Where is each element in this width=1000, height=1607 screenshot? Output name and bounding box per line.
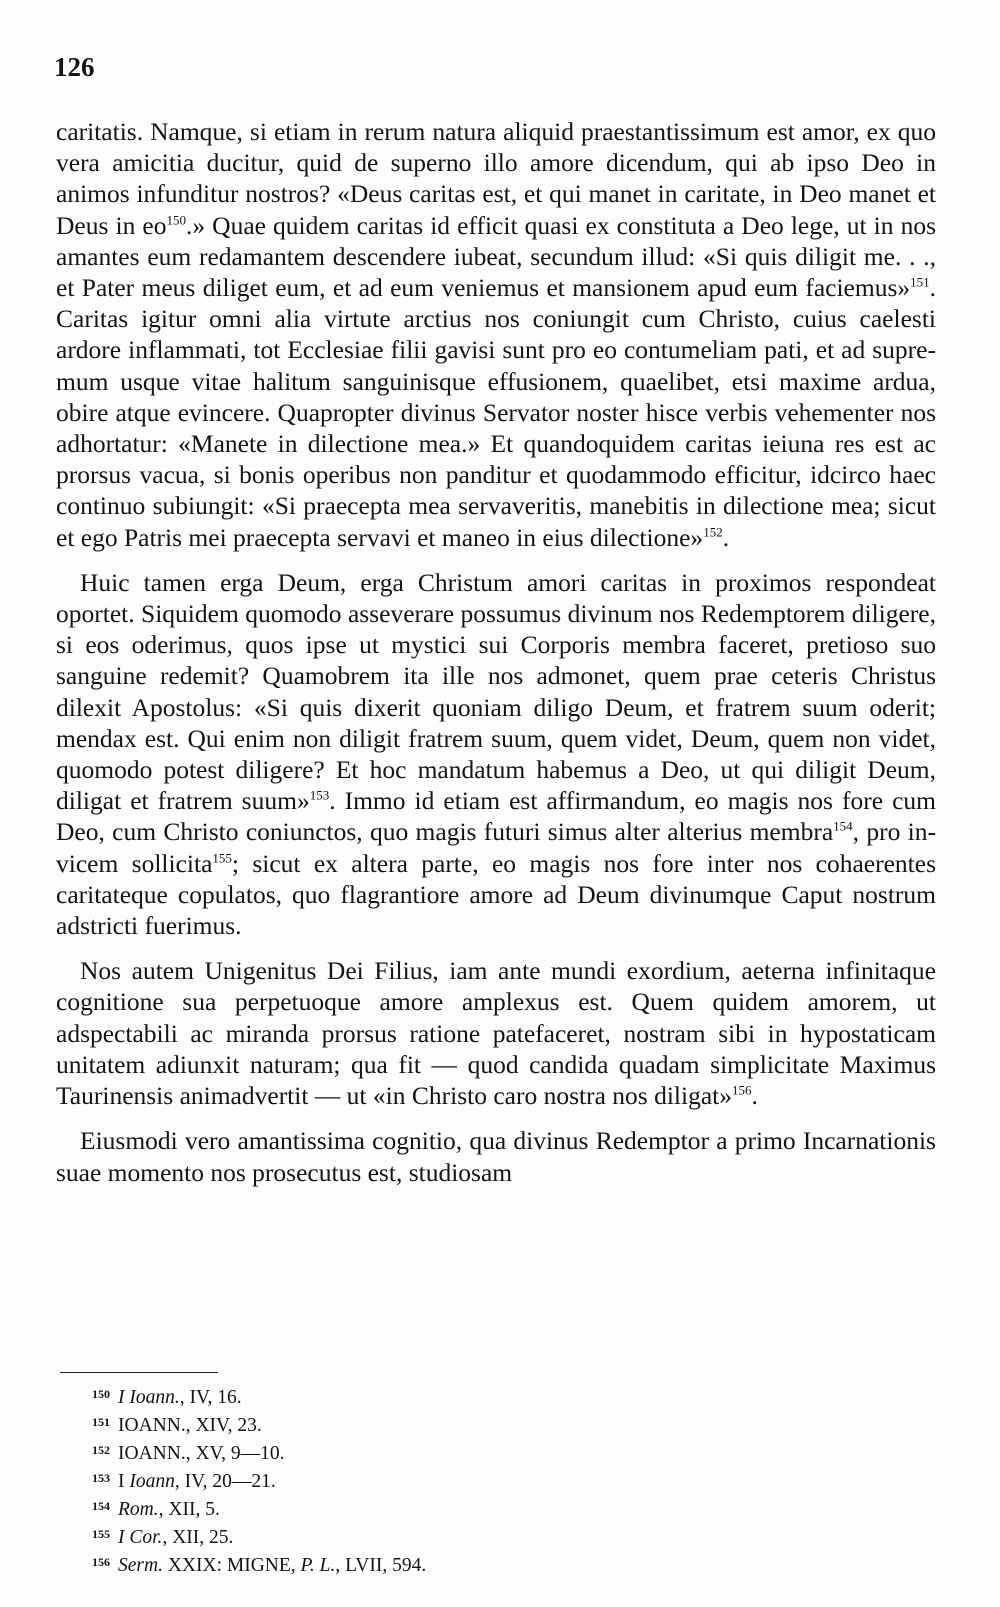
footnote-citation-italic: I Cor. <box>118 1527 163 1548</box>
footnote-154 <box>92 1494 692 1522</box>
footnote-number: 151 <box>92 1415 110 1429</box>
footnote-citation: IOANN., XIV, 23. <box>118 1415 262 1436</box>
text-run: ; sicut ex altera parte, eo magis nos fore inter nos cohaerentes caritateque copulatos, quo flagrantiore amore ad Deum divinumque Caput nostrum adstricti fuerimus. <box>56 848 937 941</box>
text-run: . Caritas igitur omni alia virtute arctius nos coniungit cum Christo, cuius caelesti ardore inflammati, tot Ecclesiae filii gavisi sunt pro eo contumeliam pati, et ad supremum usque vitae halitum sanguinisque effusionem, quaelibet, etsi maxime ardua, obire atque evincere. Quapropter divinus Servator noster hisce verbis vehementer nos adhortatur: «Manete in dilectione mea.» Et quandoquidem caritas ieiuna res est ac prorsus vacua, si bonis operibus non panditur et quodammodo efficitur, idcirco haec continuo subiungit: «Si praecepta mea servaveritis, manebitis in dilectione mea; sicut et ego Patris mei praecepta servavi et maneo in eius dilectione» <box>56 273 936 552</box>
footnote-citation: I <box>118 1471 130 1492</box>
text-run: . <box>722 522 730 552</box>
footnote-151 <box>92 1410 692 1438</box>
paragraph-2 <box>56 567 936 941</box>
footnote-citation: , IV, 20—21. <box>174 1471 276 1492</box>
footnote-citation: XXIX: MIGNE, <box>162 1555 301 1576</box>
footnote-citation: , LVII, 594. <box>335 1555 427 1576</box>
footnote-number: 153 <box>92 1471 110 1485</box>
footnote-citation: , XII, 25. <box>162 1527 234 1548</box>
footnote-divider <box>60 1372 218 1373</box>
footnote-150 <box>92 1382 692 1410</box>
footnote-ref: 153 <box>309 787 330 803</box>
body-text <box>56 116 936 1202</box>
paragraph-4 <box>56 1125 936 1187</box>
footnote-ref: 155 <box>212 850 232 866</box>
footnote-number: 152 <box>92 1443 110 1457</box>
footnote-ref: 151 <box>910 274 930 290</box>
paragraph-3 <box>56 955 936 1111</box>
text-run: caritatis. Namque, si etiam in rerum natura aliquid praestantissimum est amor, ex quo vera amicitia ducitur, quid de superno illo amore dicendum, qui ab ipso Deo in animos infunditur nostros? «Deus caritas est, et qui manet in caritate, in Deo manet et Deus in eo <box>56 117 936 240</box>
footnote-number: 154 <box>92 1499 110 1513</box>
footnote-ref: 156 <box>731 1082 752 1098</box>
text-run: , pro invicem sollicita <box>56 817 936 878</box>
footnote-citation-italic: P. L. <box>300 1555 336 1576</box>
footnotes <box>92 1382 692 1578</box>
text-run: . <box>751 1081 758 1111</box>
footnote-number: 150 <box>92 1387 110 1401</box>
footnote-citation-italic: I Ioann. <box>118 1387 180 1408</box>
footnote-ref: 154 <box>833 818 853 834</box>
footnote-ref: 152 <box>703 524 723 540</box>
footnote-152 <box>92 1438 692 1466</box>
footnote-156 <box>92 1550 692 1578</box>
text-run: . Immo id etiam est affirmandum, eo magis nos fore cum Deo, cum Christo coniunctos, quo magis futuri simus alter alterius membra <box>56 786 936 847</box>
footnote-citation: , IV, 16. <box>179 1387 242 1408</box>
footnote-citation-italic: Serm. <box>118 1555 163 1576</box>
footnote-citation: IOANN., XV, 9—10. <box>118 1443 285 1464</box>
paragraph-1 <box>56 116 936 553</box>
footnote-number: 155 <box>92 1527 110 1541</box>
footnote-citation-italic: Ioann <box>129 1471 175 1492</box>
page-number: 126 <box>54 52 95 82</box>
footnote-155 <box>92 1522 692 1550</box>
footnote-number: 156 <box>92 1555 110 1569</box>
footnote-citation-italic: Rom. <box>118 1499 159 1520</box>
text-run: Huic tamen erga Deum, erga Christum amori caritas in proximos respondeat oportet. Siquidem quomodo asseverare possumus divinum nos Redemptorem diligere, si eos oderimus, quos ipse ut mystici sui Corporis membra faceret, pretioso suo sanguine redemit? Quamobrem ita ille nos admonet, quem prae ceteris Christus dilexit Apostolus: «Si quis dixerit quoniam diligo Deum, et fratrem suum oderit; mendax est. Qui enim non diligit fratrem suum, quem videt, Deum, quem non videt, quomodo potest diligere? Et hoc mandatum habemus a Deo, ut qui diligit Deum, diligat et fratrem suum» <box>56 567 936 816</box>
footnote-ref: 150 <box>166 212 186 228</box>
text-run: Eiusmodi vero amantissima cognitio, qua divinus Redemptor a primo Incarnationis suae momento nos prosecutus est, studiosam <box>56 1126 936 1187</box>
text-run: Nos autem Unigenitus Dei Filius, iam ante mundi exordium, aeterna infinitaque cognitione sua perpetuoque amore amplexus est. Quem quidem amorem, ut adspectabili ac miranda prorsus ratione patefaceret, nostram sibi in hypostaticam unitatem adiunxit naturam; qua fit — quod candida quadam simplicitate Maximus Taurinensis animadvertit — ut «in Christo caro nostra nos diligat» <box>56 956 936 1111</box>
footnote-153 <box>92 1466 692 1494</box>
text-run: .» Quae quidem caritas id efficit quasi ex constituta a Deo lege, ut in nos amantes eum redamantem descendere iubeat, secundum illud: «Si quis diligit me. . ., et Pater meus diliget eum, et ad eum veniemus et mansionem apud eum faciemus» <box>56 210 936 303</box>
footnote-citation: , XII, 5. <box>158 1499 220 1520</box>
